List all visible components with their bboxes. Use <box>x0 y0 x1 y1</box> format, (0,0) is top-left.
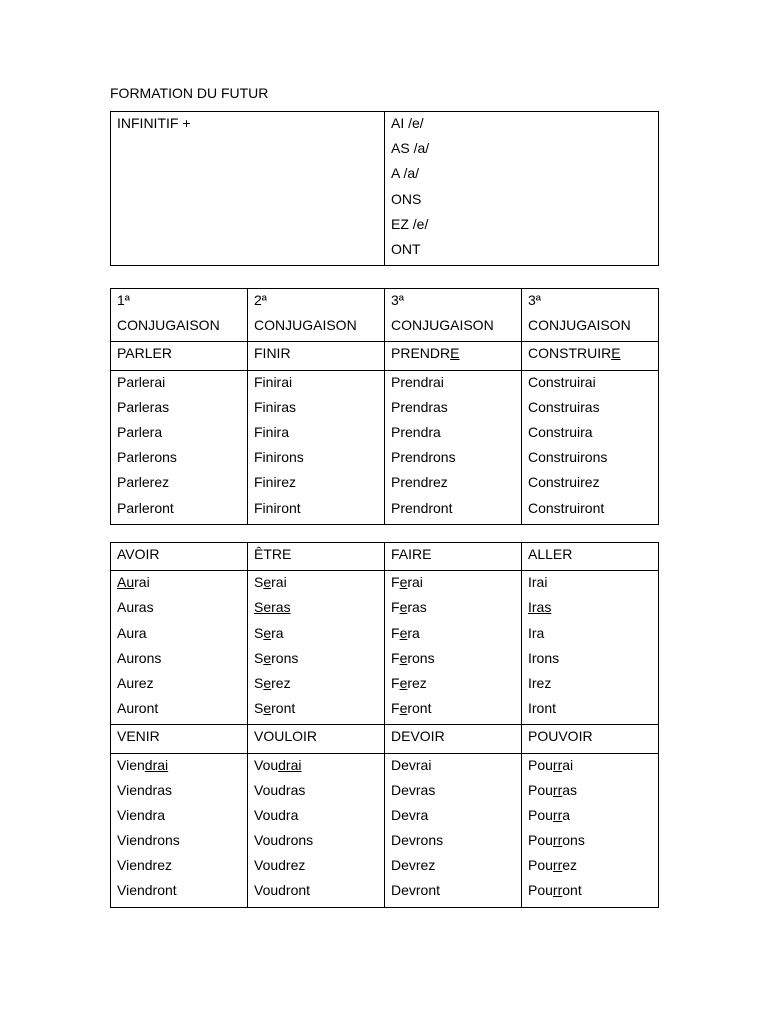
page-title: FORMATION DU FUTUR <box>110 85 269 101</box>
endings-cell <box>385 112 659 266</box>
future-form <box>254 598 384 623</box>
conjugation-header-cell <box>111 289 248 342</box>
future-form <box>117 881 247 906</box>
form-part: Pou <box>528 857 553 874</box>
form-part: F <box>391 674 400 691</box>
form-part: ront <box>271 700 296 717</box>
verb-infinitive: ÊTRE <box>254 546 292 562</box>
future-form: Construira <box>528 423 593 440</box>
verb-cell <box>248 543 385 571</box>
forms-cell <box>248 753 385 907</box>
conjugation-label: CONJUGAISON <box>117 317 220 334</box>
future-form: Construiront <box>528 499 605 516</box>
form-part: Pou <box>528 832 553 849</box>
forms-cell <box>385 753 522 907</box>
future-form <box>391 649 521 674</box>
forms-cell <box>522 753 659 907</box>
form-part: a <box>562 806 571 823</box>
conjugation-label: CONJUGAISON <box>528 317 631 334</box>
verb-infinitive: VOULOIR <box>254 728 318 745</box>
verb-infinitive: ALLER <box>528 546 573 562</box>
form-part: as <box>562 781 578 798</box>
future-form <box>254 856 384 881</box>
form-underlined-part: e <box>399 674 408 691</box>
verb-infinitive: FAIRE <box>391 546 432 562</box>
verb-cell <box>248 725 385 753</box>
form-part: Viendrons <box>117 832 180 849</box>
future-form <box>254 573 384 598</box>
forms-cell <box>385 370 522 524</box>
future-form <box>528 781 658 806</box>
form-part: ras <box>407 599 427 616</box>
future-form <box>391 831 521 856</box>
future-form <box>391 806 521 831</box>
form-part: F <box>391 700 400 717</box>
form-underlined-part: e <box>399 700 408 717</box>
form-part: Iront <box>528 700 557 717</box>
future-form <box>254 756 384 781</box>
forms-cell <box>111 370 248 524</box>
conjugation-header-row <box>111 289 659 342</box>
verb-cell <box>111 342 248 370</box>
future-form <box>391 856 521 881</box>
form-part: Viendras <box>117 781 173 798</box>
form-part: Vien <box>117 756 145 773</box>
form-part: Vou <box>254 756 279 773</box>
form-underlined-part: Iras <box>528 599 552 616</box>
future-form <box>117 831 247 856</box>
infinitive-cell <box>111 112 385 266</box>
form-part: Pou <box>528 806 553 823</box>
conjugation-label: CONJUGAISON <box>254 317 357 334</box>
future-form <box>254 624 384 649</box>
future-form: Prendrons <box>391 449 456 466</box>
future-form <box>528 598 658 623</box>
future-form <box>117 624 247 649</box>
future-form: Finirai <box>254 373 293 390</box>
verb-cell <box>522 725 659 753</box>
form-part: Voudront <box>254 882 311 899</box>
verb-infinitive: AVOIR <box>117 546 160 562</box>
irregular-forms-row <box>111 571 659 725</box>
form-part: Devront <box>391 882 441 899</box>
form-underlined-part: drai <box>278 756 302 773</box>
form-part: Voudrons <box>254 832 314 849</box>
forms-cell <box>385 571 522 725</box>
future-form <box>117 856 247 881</box>
future-form <box>117 756 247 781</box>
future-form <box>254 806 384 831</box>
form-part: Auront <box>117 700 159 717</box>
future-form: Finiras <box>254 398 297 415</box>
future-form <box>528 573 658 598</box>
form-underlined-part: drai <box>144 756 169 773</box>
verb-cell <box>111 725 248 753</box>
future-form: Construirons <box>528 449 608 466</box>
future-form <box>117 699 247 724</box>
future-form <box>528 624 658 649</box>
form-underlined-part: rr <box>552 756 563 773</box>
verb-infinitive: VENIR <box>117 728 160 745</box>
future-form <box>391 598 521 623</box>
form-part: Devras <box>391 781 436 798</box>
future-form: Construirai <box>528 373 596 390</box>
verb-cell <box>248 342 385 370</box>
future-form: Parleront <box>117 499 174 516</box>
forms-cell <box>248 370 385 524</box>
form-part: rez <box>271 674 291 691</box>
form-part: Ira <box>528 624 545 641</box>
form-part: Aura <box>117 624 147 641</box>
future-form: Prendront <box>391 499 453 516</box>
verb-part: FINIR <box>254 345 291 362</box>
future-form <box>254 699 384 724</box>
conjugation-header-cell <box>385 289 522 342</box>
future-form <box>391 881 521 906</box>
verb-infinitive: DEVOIR <box>391 728 445 745</box>
forms-cell <box>111 571 248 725</box>
form-underlined-part: rr <box>552 882 563 899</box>
future-form <box>391 756 521 781</box>
future-form <box>528 699 658 724</box>
form-part: F <box>391 574 400 591</box>
future-form: Prendrai <box>391 373 444 390</box>
form-underlined-part: Seras <box>254 599 291 616</box>
future-form: Construirez <box>528 474 600 491</box>
form-part: rons <box>407 649 435 666</box>
future-form: Prendrez <box>391 474 448 491</box>
future-form <box>528 881 658 906</box>
ending: AI /e/ <box>391 115 424 131</box>
form-part: Pou <box>528 882 553 899</box>
future-form: Finirons <box>254 449 304 466</box>
form-part: S <box>254 624 264 641</box>
verb-part: CONSTRUIR <box>528 345 612 362</box>
verb-infinitive: POUVOIR <box>528 728 593 745</box>
conjugation-number: 3ª <box>528 292 541 308</box>
forms-cell <box>248 571 385 725</box>
verb-infinitive <box>391 344 521 369</box>
verb-infinitive <box>528 344 658 369</box>
form-part: S <box>254 574 264 591</box>
form-underlined-part: e <box>399 624 408 641</box>
future-form: Prendra <box>391 423 441 440</box>
ending: A /a/ <box>391 165 420 182</box>
irregular-verbs-table <box>110 542 659 908</box>
form-underlined-part: rr <box>552 806 563 823</box>
form-part: ons <box>562 832 585 849</box>
future-form <box>391 699 521 724</box>
future-form: Finiront <box>254 499 301 516</box>
form-underlined-part: Au <box>117 574 135 591</box>
future-form <box>117 781 247 806</box>
future-form: Finirez <box>254 474 297 491</box>
form-part: Aurons <box>117 649 162 666</box>
form-part: Pou <box>528 756 553 773</box>
forms-row <box>111 370 659 524</box>
conjugation-number: 2ª <box>254 292 267 308</box>
form-part: ra <box>271 624 284 641</box>
conjugation-label: CONJUGAISON <box>391 317 494 334</box>
future-form <box>391 573 521 598</box>
future-form <box>391 624 521 649</box>
future-form <box>528 831 658 856</box>
form-part: Irai <box>528 574 548 591</box>
form-part: rai <box>134 574 150 591</box>
form-part: Irez <box>528 674 552 691</box>
form-part: Voudrez <box>254 857 306 874</box>
form-part: Voudra <box>254 806 299 823</box>
future-form: Construiras <box>528 398 600 415</box>
form-part: F <box>391 649 400 666</box>
form-part: Viendra <box>117 806 166 823</box>
form-underlined-part: e <box>263 624 272 641</box>
verb-infinitive <box>254 344 384 369</box>
future-form <box>117 806 247 831</box>
form-underlined-part: e <box>399 574 408 591</box>
future-form <box>528 856 658 881</box>
ending: EZ /e/ <box>391 215 429 232</box>
form-underlined-part: e <box>263 700 272 717</box>
regular-verbs-table <box>110 288 659 525</box>
conjugation-header-cell <box>248 289 385 342</box>
form-part: Devra <box>391 806 429 823</box>
future-form: Finira <box>254 423 290 440</box>
form-part: ai <box>562 756 574 773</box>
form-underlined-part: e <box>399 649 408 666</box>
form-underlined-part: e <box>263 649 272 666</box>
form-part: rai <box>407 574 423 591</box>
future-form <box>254 831 384 856</box>
form-part: S <box>254 649 264 666</box>
form-part: F <box>391 599 400 616</box>
irregular-verb-row <box>111 543 659 571</box>
future-form <box>254 649 384 674</box>
verb-cell <box>111 543 248 571</box>
form-part: ra <box>407 624 420 641</box>
verb-cell <box>522 543 659 571</box>
forms-cell <box>522 370 659 524</box>
form-part: rai <box>271 574 287 591</box>
irregular-verb-row <box>111 725 659 753</box>
form-underlined-part: rr <box>552 832 563 849</box>
form-part: Voudras <box>254 781 306 798</box>
verb-cell <box>385 543 522 571</box>
form-part: ront <box>407 700 432 717</box>
form-underlined-part: e <box>399 599 408 616</box>
future-form: Parlerons <box>117 449 177 466</box>
future-form: Parlera <box>117 423 163 440</box>
future-form: Prendras <box>391 398 448 415</box>
verb-row <box>111 342 659 370</box>
verb-cell <box>522 342 659 370</box>
form-part: Viendrez <box>117 857 173 874</box>
future-form <box>117 573 247 598</box>
forms-cell <box>522 571 659 725</box>
future-form <box>254 781 384 806</box>
conjugation-number: 1ª <box>117 292 130 308</box>
irregular-forms-row <box>111 753 659 907</box>
ending: ONT <box>391 240 421 257</box>
future-form: Parlerai <box>117 373 166 390</box>
formation-table <box>110 111 659 266</box>
future-form: Parlerez <box>117 474 170 491</box>
form-part: ez <box>562 857 578 874</box>
conjugation-number: 3ª <box>391 292 404 308</box>
form-part: Aurez <box>117 674 154 691</box>
future-form <box>391 781 521 806</box>
future-form <box>254 674 384 699</box>
form-part: ont <box>562 882 582 899</box>
future-form <box>528 756 658 781</box>
form-part: Devrons <box>391 832 444 849</box>
form-part: Devrai <box>391 756 432 773</box>
future-form <box>391 674 521 699</box>
form-part: rez <box>407 674 427 691</box>
future-form <box>528 674 658 699</box>
form-underlined-part: e <box>263 574 272 591</box>
form-part: rons <box>271 649 299 666</box>
form-underlined-part: rr <box>552 857 563 874</box>
form-part: Auras <box>117 599 154 616</box>
future-form <box>254 881 384 906</box>
form-part: F <box>391 624 400 641</box>
verb-underlined-part: E <box>611 345 621 362</box>
verb-cell <box>385 342 522 370</box>
verb-part: PARLER <box>117 345 172 362</box>
form-underlined-part: e <box>263 674 272 691</box>
verb-cell <box>385 725 522 753</box>
future-form <box>528 806 658 831</box>
form-part: S <box>254 674 264 691</box>
future-form <box>528 649 658 674</box>
ending: ONS <box>391 190 422 207</box>
verb-part: PRENDR <box>391 345 451 362</box>
future-form: Parleras <box>117 398 170 415</box>
ending: AS /a/ <box>391 140 430 157</box>
future-form <box>117 674 247 699</box>
form-part: S <box>254 700 264 717</box>
conjugation-header-cell <box>522 289 659 342</box>
form-part: Pou <box>528 781 553 798</box>
forms-cell <box>111 753 248 907</box>
future-form <box>117 598 247 623</box>
future-form <box>117 649 247 674</box>
formation-row <box>111 112 659 266</box>
form-underlined-part: rr <box>552 781 563 798</box>
infinitive-label: INFINITIF + <box>117 115 191 131</box>
form-part: Devrez <box>391 857 436 874</box>
verb-underlined-part: E <box>450 345 460 362</box>
form-part: Irons <box>528 649 560 666</box>
form-part: Viendront <box>117 882 177 899</box>
verb-infinitive <box>117 344 247 369</box>
